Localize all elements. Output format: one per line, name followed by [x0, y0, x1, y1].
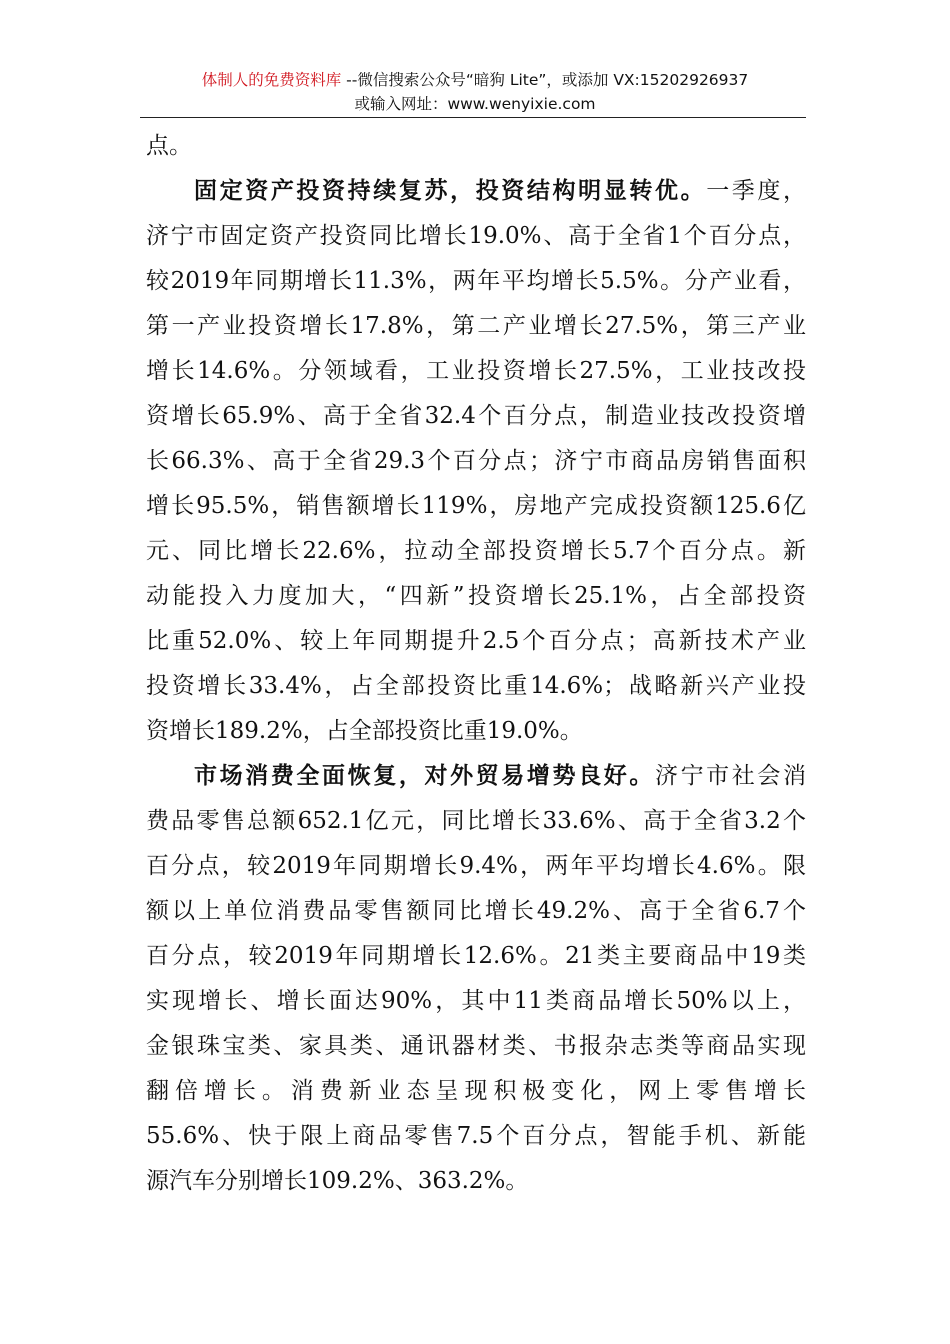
- text-line: [146, 1024, 806, 1069]
- header-brand: 体制人的免费资料库: [201, 71, 342, 89]
- text-line: [146, 619, 806, 664]
- text-line: [146, 1069, 806, 1114]
- line-text: 翻倍增长。消费新业态呈现积极变化，网上零售增长: [146, 1078, 806, 1104]
- line-text: 动能投入力度加大，“四新”投资增长25.1%，占全部投资: [146, 583, 806, 609]
- text-line: [146, 574, 806, 619]
- text-line: [146, 709, 806, 754]
- text-line: [146, 484, 806, 529]
- text-line: [146, 979, 806, 1024]
- line-text: 增长14.6%。分领域看，工业投资增长27.5%，工业技改投: [146, 358, 806, 384]
- line-text: 济宁市社会消: [654, 763, 807, 789]
- line-text: 元、同比增长22.6%，拉动全部投资增长5.7个百分点。新: [146, 538, 806, 564]
- line-text: 55.6%、快于限上商品零售7.5个百分点，智能手机、新能: [146, 1123, 806, 1149]
- text-line: [146, 169, 806, 214]
- text-line: [146, 664, 806, 709]
- line-text: 资增长65.9%、高于全省32.4个百分点，制造业技改投资增: [146, 403, 806, 429]
- header-contact: --微信搜索公众号“暗狗 Lite”，或添加 VX:15202926937: [341, 71, 749, 89]
- paragraph-heading: 固定资产投资持续复苏，投资结构明显转优。: [194, 178, 707, 204]
- text-line: [146, 844, 806, 889]
- line-text: 增长95.5%，销售额增长119%，房地产完成投资额125.6亿: [146, 493, 806, 519]
- line-text: 一季度，: [706, 178, 807, 204]
- line-text: 资增长189.2%，占全部投资比重19.0%。: [146, 718, 583, 744]
- line-text: 第一产业投资增长17.8%，第二产业增长27.5%，第三产业: [146, 313, 806, 339]
- line-text: 百分点，较2019年同期增长9.4%，两年平均增长4.6%。限: [146, 853, 806, 879]
- line-text: 济宁市固定资产投资同比增长19.0%、高于全省1个百分点，: [146, 223, 806, 249]
- text-line: [146, 1159, 806, 1204]
- line-text: 百分点，较2019年同期增长12.6%。21类主要商品中19类: [146, 943, 806, 969]
- line-text: 长66.3%、高于全省29.3个百分点；济宁市商品房销售面积: [146, 448, 806, 474]
- page-header: [145, 68, 805, 116]
- text-line: [146, 1114, 806, 1159]
- header-line-1: [145, 68, 805, 92]
- text-line: [146, 754, 806, 799]
- text-line: [146, 349, 806, 394]
- text-line: [146, 259, 806, 304]
- text-line: [146, 214, 806, 259]
- text-line: [146, 304, 806, 349]
- line-text: 额以上单位消费品零售额同比增长49.2%、高于全省6.7个: [146, 898, 806, 924]
- paragraph-heading: 市场消费全面恢复，对外贸易增势良好。: [194, 763, 655, 789]
- text-line: [146, 934, 806, 979]
- line-text: 实现增长、增长面达90%，其中11类商品增长50%以上，: [146, 988, 806, 1014]
- line-text: 投资增长33.4%，占全部投资比重14.6%；战略新兴产业投: [146, 673, 806, 699]
- line-text: 金银珠宝类、家具类、通讯器材类、书报杂志类等商品实现: [146, 1033, 806, 1059]
- text-line: [146, 124, 806, 169]
- text-line: [146, 394, 806, 439]
- document-body: [146, 124, 806, 1204]
- header-divider: [140, 117, 806, 118]
- line-text: 源汽车分别增长109.2%、363.2%。: [146, 1168, 529, 1194]
- line-text: 比重52.0%、较上年同期提升2.5个百分点；高新技术产业: [146, 628, 806, 654]
- line-text: 点。: [146, 133, 192, 159]
- text-line: [146, 439, 806, 484]
- line-text: 较2019年同期增长11.3%，两年平均增长5.5%。分产业看，: [146, 268, 806, 294]
- text-line: [146, 799, 806, 844]
- text-line: [146, 529, 806, 574]
- line-text: 费品零售总额652.1亿元，同比增长33.6%、高于全省3.2个: [146, 808, 806, 834]
- text-line: [146, 889, 806, 934]
- header-line-2: 或输入网址：www.wenyixie.com: [354, 95, 596, 113]
